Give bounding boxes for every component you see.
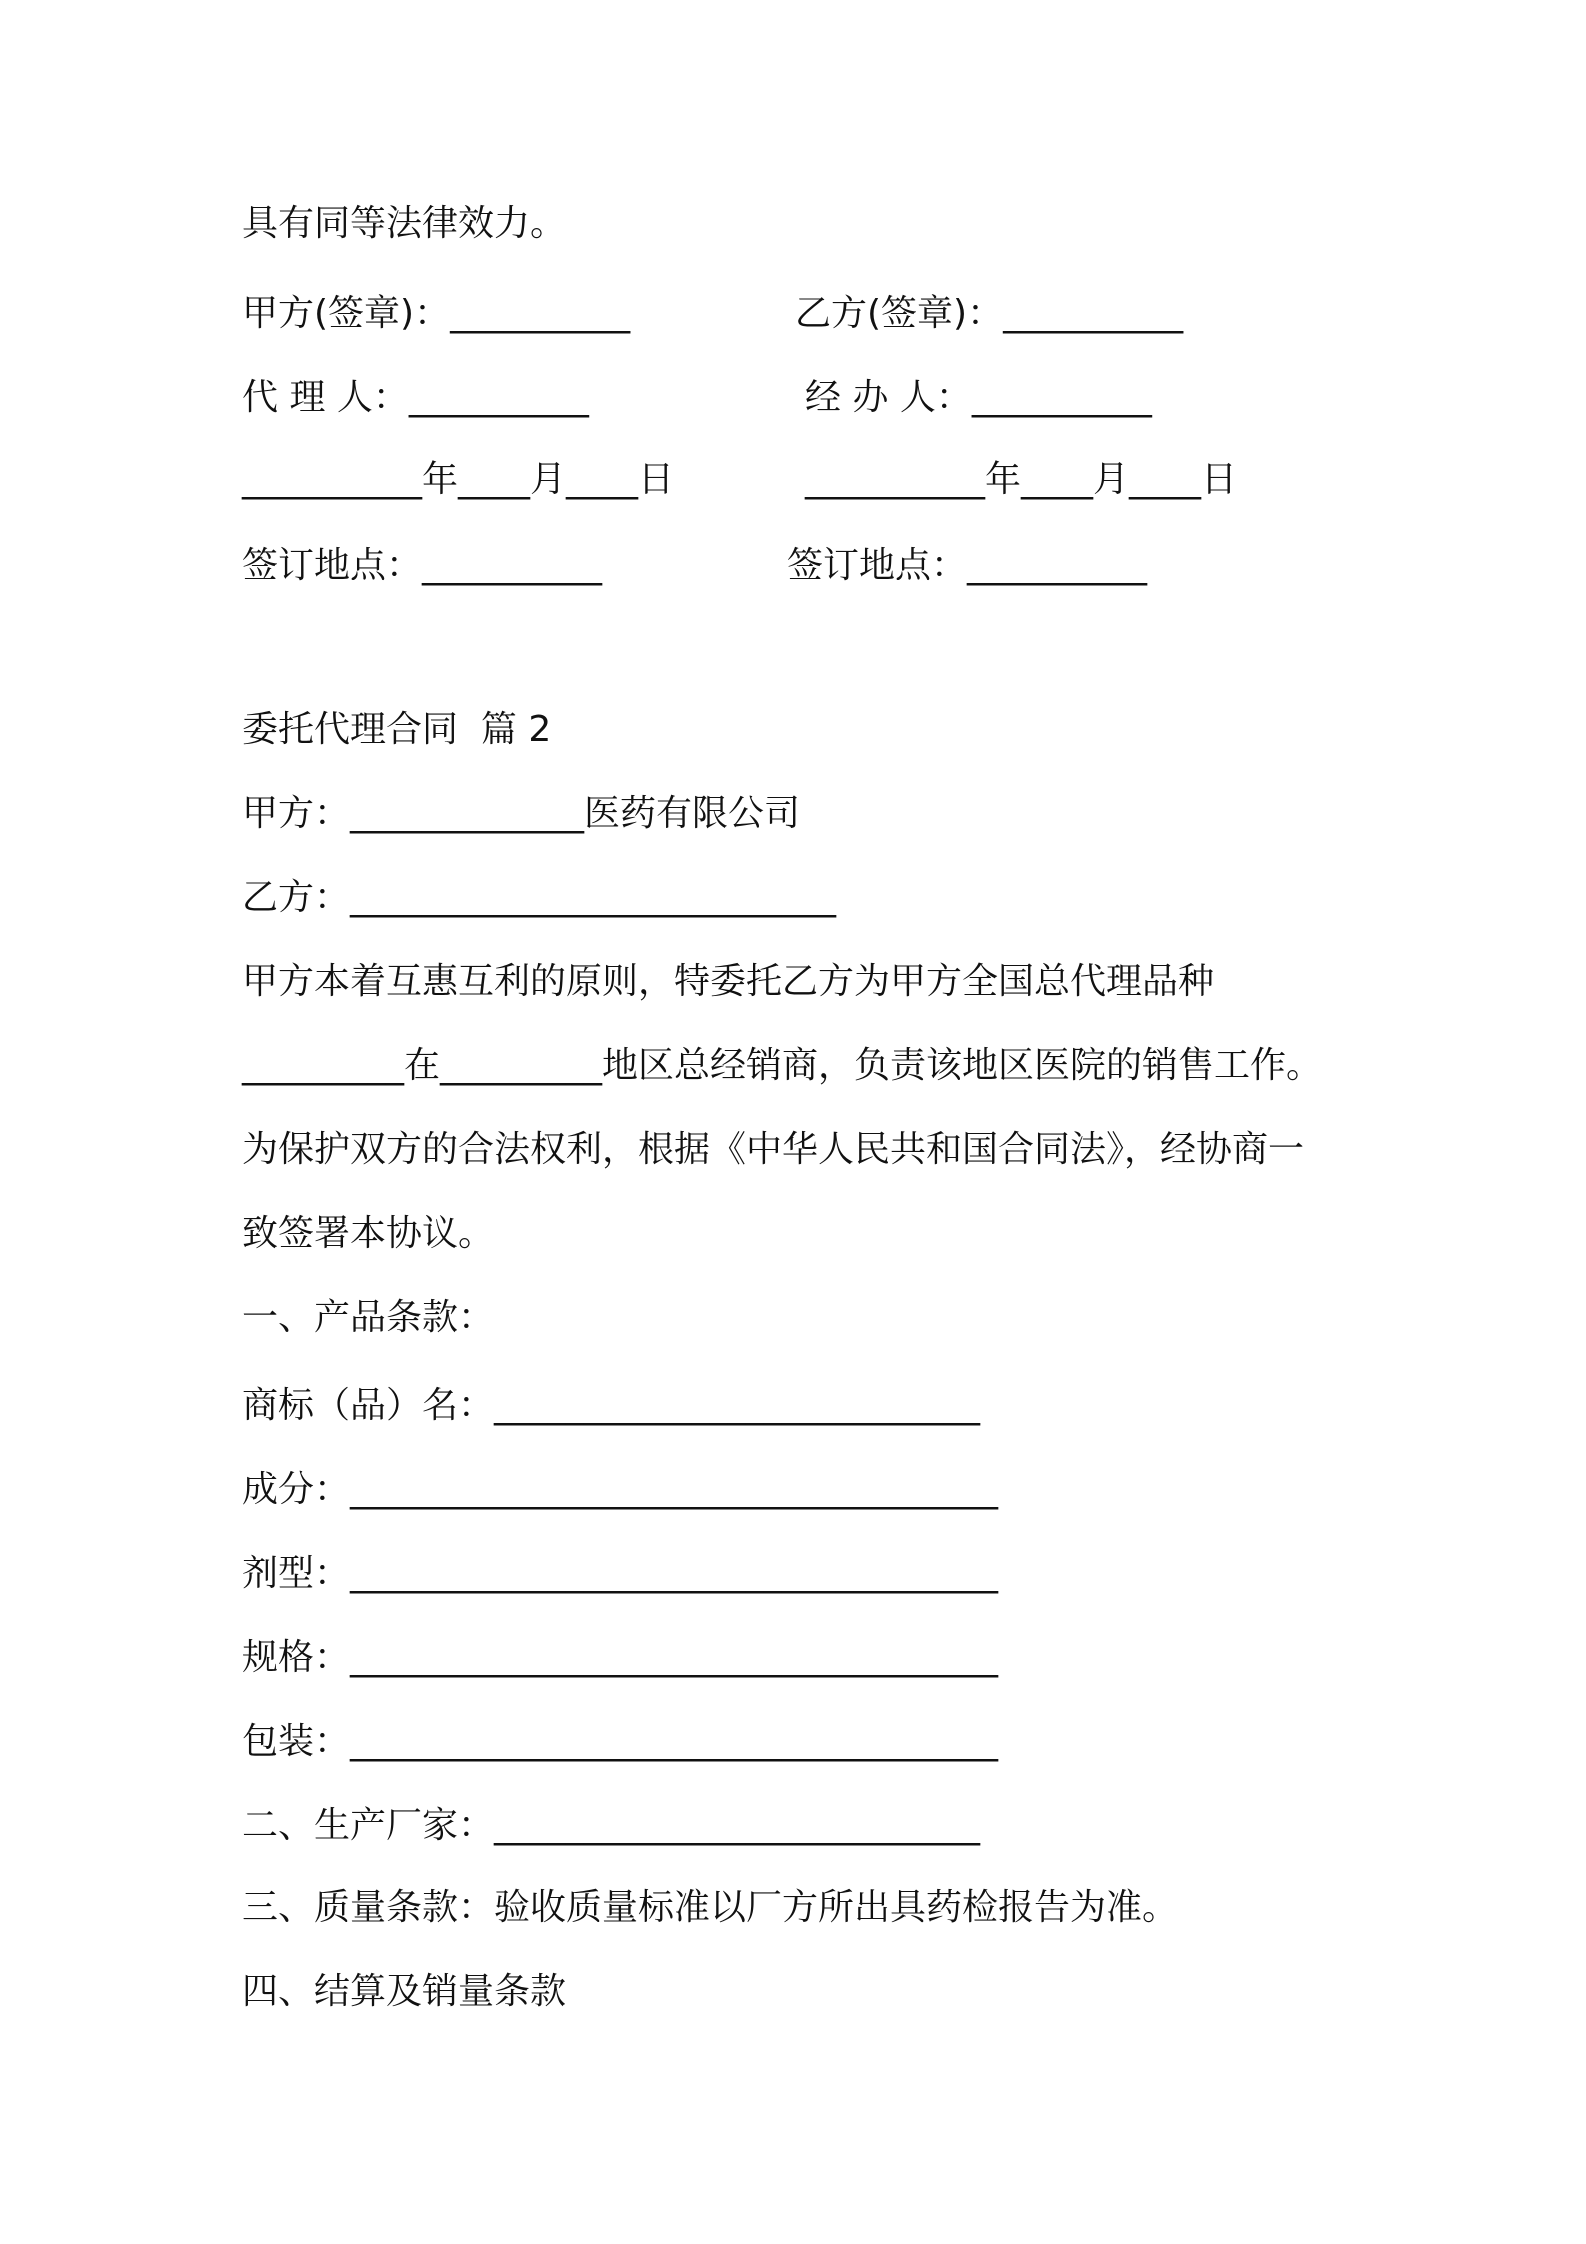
intro-line-1: 甲方本着互惠互利的原则，特委托乙方为甲方全国总代理品种: [242, 961, 1215, 1002]
clause-2-manufacturer: 二、生产厂家：___________________________: [242, 1805, 981, 1846]
date-right-field: __________年____月____日: [805, 459, 1237, 500]
agent-field: 代 理 人：__________: [242, 377, 589, 418]
brand-field: 商标（品）名：___________________________: [242, 1385, 981, 1426]
place-left-field: 签订地点：__________: [242, 545, 603, 586]
section-title: 委托代理合同 篇 2: [242, 709, 552, 750]
party-a-line: 甲方：_____________医药有限公司: [242, 793, 801, 834]
clause-3-quality: 三、质量条款：验收质量标准以厂方所出具药检报告为准。: [242, 1887, 1179, 1928]
intro-line-2: _________在_________地区总经销商，负责该地区医院的销售工作。: [242, 1045, 1323, 1086]
date-left-field: __________年____月____日: [242, 459, 674, 500]
handler-field: 经 办 人：__________: [805, 377, 1152, 418]
packaging-field: 包装：____________________________________: [242, 1721, 999, 1762]
ingredients-field: 成分：____________________________________: [242, 1469, 999, 1510]
clause-4-settlement: 四、结算及销量条款: [242, 1971, 567, 2012]
specification-field: 规格：____________________________________: [242, 1637, 999, 1678]
intro-line-4: 致签署本协议。: [242, 1213, 495, 1254]
party-a-seal-field: 甲方(签章)：__________: [242, 293, 631, 334]
dosage-form-field: 剂型：____________________________________: [242, 1553, 999, 1594]
intro-line-3: 为保护双方的合法权利，根据《中华人民共和国合同法》，经协商一: [242, 1129, 1305, 1170]
party-b-seal-field: 乙方(签章)：__________: [795, 293, 1184, 334]
closing-line: 具有同等法律效力。: [242, 203, 567, 244]
clause-1-heading: 一、产品条款：: [242, 1297, 495, 1338]
place-right-field: 签订地点：__________: [787, 545, 1148, 586]
party-b-line: 乙方：___________________________: [242, 877, 837, 918]
